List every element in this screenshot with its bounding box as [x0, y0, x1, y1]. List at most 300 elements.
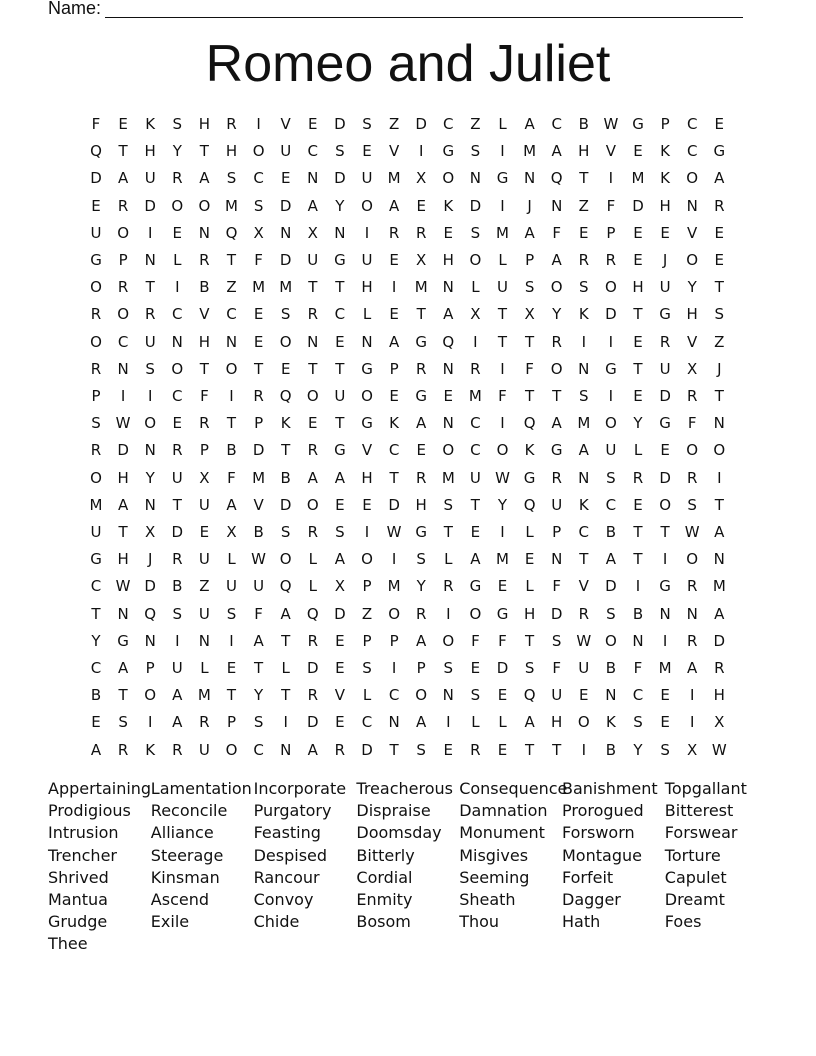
grid-letter[interactable]: A: [226, 495, 237, 514]
grid-letter[interactable]: M: [577, 414, 591, 433]
grid-letter[interactable]: R: [307, 523, 319, 541]
grid-letter[interactable]: R: [172, 740, 183, 759]
grid-letter[interactable]: I: [500, 142, 505, 161]
grid-letter[interactable]: O: [225, 359, 238, 378]
grid-letter[interactable]: M: [89, 495, 103, 514]
grid-letter[interactable]: I: [581, 740, 587, 759]
grid-letter[interactable]: Y: [91, 631, 101, 650]
grid-letter[interactable]: H: [117, 468, 129, 487]
grid-letter[interactable]: L: [200, 659, 209, 677]
grid-letter[interactable]: Z: [361, 604, 373, 623]
grid-letter[interactable]: P: [199, 441, 209, 460]
grid-letter[interactable]: M: [252, 278, 266, 297]
grid-letter[interactable]: X: [470, 305, 481, 324]
grid-letter[interactable]: T: [470, 495, 480, 514]
grid-letter[interactable]: O: [442, 631, 455, 650]
grid-letter[interactable]: T: [714, 278, 724, 297]
grid-letter[interactable]: E: [335, 332, 345, 351]
grid-letter[interactable]: E: [308, 414, 318, 433]
grid-letter[interactable]: T: [660, 523, 670, 541]
grid-letter[interactable]: C: [551, 115, 562, 133]
grid-letter[interactable]: K: [578, 305, 589, 324]
grid-letter[interactable]: H: [442, 251, 454, 269]
grid-letter[interactable]: R: [714, 659, 725, 677]
grid-letter[interactable]: C: [686, 115, 698, 133]
grid-letter[interactable]: H: [686, 305, 698, 324]
grid-letter[interactable]: Y: [633, 740, 643, 759]
grid-letter[interactable]: P: [660, 115, 670, 133]
grid-letter[interactable]: C: [388, 441, 400, 460]
grid-letter[interactable]: D: [171, 523, 184, 541]
grid-letter[interactable]: H: [659, 196, 671, 215]
grid-letter[interactable]: G: [334, 251, 346, 269]
grid-letter[interactable]: O: [90, 332, 102, 351]
grid-letter[interactable]: Y: [416, 577, 426, 596]
grid-letter[interactable]: S: [362, 115, 372, 133]
grid-letter[interactable]: Y: [254, 686, 264, 705]
grid-letter[interactable]: M: [712, 577, 726, 596]
grid-letter[interactable]: U: [253, 577, 265, 596]
grid-letter[interactable]: H: [361, 278, 373, 297]
grid-letter[interactable]: I: [364, 523, 370, 541]
grid-letter[interactable]: E: [253, 305, 264, 324]
grid-letter[interactable]: X: [226, 523, 237, 541]
grid-letter[interactable]: T: [552, 387, 562, 405]
grid-letter[interactable]: U: [198, 740, 210, 759]
grid-letter[interactable]: Y: [335, 196, 345, 215]
grid-letter[interactable]: I: [608, 332, 614, 351]
grid-letter[interactable]: D: [90, 169, 102, 188]
grid-letter[interactable]: R: [307, 441, 319, 460]
grid-letter[interactable]: G: [496, 169, 509, 188]
grid-letter[interactable]: E: [660, 686, 670, 705]
grid-letter[interactable]: M: [658, 659, 672, 677]
grid-letter[interactable]: P: [389, 359, 399, 378]
grid-letter[interactable]: A: [253, 631, 264, 650]
grid-letter[interactable]: B: [605, 523, 617, 541]
grid-letter[interactable]: N: [578, 359, 590, 378]
grid-letter[interactable]: V: [361, 441, 373, 460]
grid-letter[interactable]: R: [686, 631, 698, 650]
grid-letter[interactable]: E: [633, 495, 643, 514]
grid-letter[interactable]: N: [144, 251, 156, 269]
grid-letter[interactable]: E: [172, 414, 183, 433]
grid-letter[interactable]: N: [686, 196, 698, 215]
grid-letter[interactable]: A: [470, 550, 481, 569]
grid-letter[interactable]: C: [117, 332, 129, 351]
grid-letter[interactable]: N: [334, 223, 346, 242]
grid-letter[interactable]: E: [579, 686, 589, 705]
grid-letter[interactable]: Y: [633, 414, 643, 433]
grid-letter[interactable]: D: [334, 115, 346, 133]
grid-letter[interactable]: F: [498, 631, 507, 650]
grid-letter[interactable]: S: [280, 523, 291, 541]
grid-letter[interactable]: N: [117, 604, 129, 623]
grid-letter[interactable]: S: [172, 115, 183, 133]
grid-letter[interactable]: L: [227, 550, 236, 569]
grid-letter[interactable]: F: [200, 387, 209, 405]
grid-letter[interactable]: N: [198, 223, 210, 242]
grid-letter[interactable]: I: [391, 278, 397, 297]
grid-letter[interactable]: O: [604, 278, 617, 297]
grid-letter[interactable]: I: [689, 713, 695, 732]
grid-letter[interactable]: T: [281, 686, 291, 705]
grid-letter[interactable]: Q: [279, 577, 292, 596]
grid-letter[interactable]: D: [307, 659, 319, 677]
grid-letter[interactable]: T: [172, 495, 182, 514]
grid-letter[interactable]: R: [117, 740, 129, 759]
grid-letter[interactable]: E: [335, 631, 345, 650]
grid-letter[interactable]: S: [226, 604, 237, 623]
grid-letter[interactable]: E: [172, 223, 183, 242]
grid-letter[interactable]: L: [471, 713, 480, 732]
grid-letter[interactable]: L: [498, 713, 507, 732]
grid-letter[interactable]: O: [686, 550, 699, 569]
grid-letter[interactable]: U: [198, 604, 210, 623]
grid-letter[interactable]: N: [280, 740, 292, 759]
grid-letter[interactable]: R: [172, 550, 183, 569]
grid-letter[interactable]: E: [660, 713, 670, 732]
grid-letter[interactable]: R: [199, 251, 210, 269]
grid-letter[interactable]: G: [632, 115, 644, 133]
grid-letter[interactable]: K: [605, 713, 616, 732]
grid-letter[interactable]: D: [144, 577, 156, 596]
grid-letter[interactable]: P: [416, 659, 426, 677]
grid-letter[interactable]: F: [471, 631, 480, 650]
grid-letter[interactable]: R: [686, 387, 698, 405]
grid-letter[interactable]: T: [254, 659, 264, 677]
grid-letter[interactable]: H: [578, 142, 590, 161]
grid-letter[interactable]: S: [470, 686, 481, 705]
grid-letter[interactable]: E: [660, 223, 670, 242]
grid-letter[interactable]: S: [606, 468, 616, 487]
grid-letter[interactable]: O: [713, 441, 726, 460]
grid-letter[interactable]: B: [253, 523, 264, 541]
grid-letter[interactable]: E: [714, 115, 725, 133]
grid-letter[interactable]: E: [389, 387, 399, 405]
grid-letter[interactable]: D: [632, 196, 644, 215]
grid-letter[interactable]: A: [388, 332, 400, 351]
grid-letter[interactable]: G: [659, 577, 671, 596]
grid-letter[interactable]: E: [443, 387, 454, 405]
grid-letter[interactable]: O: [686, 251, 699, 269]
grid-letter[interactable]: M: [631, 169, 645, 188]
grid-letter[interactable]: A: [714, 169, 725, 188]
grid-letter[interactable]: C: [686, 142, 698, 161]
grid-letter[interactable]: I: [364, 223, 370, 242]
grid-letter[interactable]: H: [632, 278, 644, 297]
grid-letter[interactable]: D: [605, 305, 617, 324]
grid-letter[interactable]: Q: [550, 169, 563, 188]
grid-letter[interactable]: C: [172, 305, 183, 324]
grid-letter[interactable]: H: [198, 332, 211, 351]
grid-letter[interactable]: B: [172, 577, 183, 596]
grid-letter[interactable]: I: [283, 713, 288, 732]
grid-letter[interactable]: I: [500, 359, 505, 378]
grid-letter[interactable]: R: [415, 359, 427, 378]
grid-letter[interactable]: T: [335, 278, 345, 297]
grid-letter[interactable]: R: [578, 251, 590, 269]
grid-letter[interactable]: T: [497, 332, 508, 351]
grid-letter[interactable]: T: [91, 604, 101, 623]
grid-letter[interactable]: R: [307, 305, 319, 324]
grid-letter[interactable]: S: [443, 495, 454, 514]
grid-letter[interactable]: H: [117, 550, 129, 569]
grid-letter[interactable]: B: [199, 278, 210, 297]
grid-letter[interactable]: E: [308, 115, 318, 133]
grid-letter[interactable]: U: [280, 142, 292, 161]
grid-letter[interactable]: A: [307, 740, 318, 759]
grid-letter[interactable]: B: [280, 468, 291, 487]
grid-letter[interactable]: G: [117, 631, 129, 650]
grid-letter[interactable]: C: [90, 659, 102, 677]
grid-letter[interactable]: D: [469, 196, 482, 215]
grid-letter[interactable]: R: [415, 604, 427, 623]
grid-letter[interactable]: T: [199, 359, 209, 378]
grid-letter[interactable]: T: [254, 359, 264, 378]
grid-letter[interactable]: L: [308, 577, 317, 596]
grid-letter[interactable]: R: [199, 713, 210, 732]
grid-letter[interactable]: N: [442, 686, 454, 705]
grid-letter[interactable]: A: [172, 713, 183, 732]
grid-letter[interactable]: G: [415, 523, 427, 541]
grid-letter[interactable]: A: [687, 659, 698, 677]
grid-letter[interactable]: A: [117, 169, 129, 188]
grid-letter[interactable]: P: [118, 251, 128, 269]
grid-letter[interactable]: X: [687, 740, 698, 759]
grid-letter[interactable]: N: [632, 631, 644, 650]
grid-letter[interactable]: A: [524, 713, 535, 732]
grid-letter[interactable]: D: [605, 577, 617, 596]
grid-letter[interactable]: V: [280, 115, 291, 133]
grid-letter[interactable]: Z: [226, 278, 237, 297]
grid-letter[interactable]: D: [117, 441, 129, 460]
grid-letter[interactable]: S: [280, 305, 291, 324]
grid-letter[interactable]: S: [524, 659, 535, 677]
grid-letter[interactable]: N: [225, 332, 238, 351]
grid-letter[interactable]: D: [713, 631, 726, 650]
grid-letter[interactable]: N: [388, 713, 400, 732]
grid-letter[interactable]: I: [446, 604, 451, 623]
grid-letter[interactable]: L: [362, 686, 372, 705]
grid-letter[interactable]: T: [525, 332, 535, 351]
grid-letter[interactable]: O: [252, 142, 265, 161]
grid-letter[interactable]: I: [608, 169, 614, 188]
grid-letter[interactable]: Q: [90, 142, 102, 161]
grid-letter[interactable]: P: [525, 251, 535, 269]
grid-letter[interactable]: S: [118, 713, 128, 732]
grid-letter[interactable]: N: [551, 196, 563, 215]
grid-letter[interactable]: N: [551, 550, 563, 569]
grid-letter[interactable]: O: [496, 441, 509, 460]
grid-letter[interactable]: Z: [578, 196, 589, 215]
grid-letter[interactable]: X: [145, 523, 156, 541]
grid-letter[interactable]: F: [633, 659, 643, 677]
grid-letter[interactable]: O: [469, 251, 482, 269]
grid-letter[interactable]: I: [229, 387, 234, 405]
grid-letter[interactable]: R: [551, 332, 562, 351]
grid-letter[interactable]: K: [280, 414, 291, 433]
grid-letter[interactable]: A: [199, 169, 210, 188]
grid-letter[interactable]: P: [362, 631, 372, 650]
grid-letter[interactable]: X: [307, 223, 318, 242]
grid-letter[interactable]: V: [253, 495, 264, 514]
grid-letter[interactable]: L: [308, 550, 317, 569]
grid-letter[interactable]: Y: [145, 468, 155, 487]
grid-letter[interactable]: T: [525, 740, 535, 759]
grid-letter[interactable]: N: [523, 169, 536, 188]
grid-letter[interactable]: C: [226, 305, 237, 324]
grid-letter[interactable]: W: [115, 577, 131, 596]
grid-letter[interactable]: S: [606, 604, 616, 623]
grid-letter[interactable]: A: [117, 659, 129, 677]
grid-letter[interactable]: C: [470, 414, 481, 433]
grid-letter[interactable]: O: [686, 441, 699, 460]
grid-letter[interactable]: N: [578, 468, 590, 487]
grid-letter[interactable]: F: [606, 196, 616, 215]
grid-letter[interactable]: Z: [388, 115, 400, 133]
grid-letter[interactable]: E: [660, 441, 670, 460]
grid-letter[interactable]: A: [551, 142, 562, 161]
grid-letter[interactable]: T: [389, 468, 399, 487]
grid-letter[interactable]: D: [334, 169, 346, 188]
grid-letter[interactable]: T: [497, 305, 508, 324]
grid-letter[interactable]: S: [633, 713, 643, 732]
grid-letter[interactable]: O: [144, 414, 157, 433]
grid-letter[interactable]: F: [254, 604, 263, 623]
grid-letter[interactable]: O: [442, 441, 455, 460]
grid-letter[interactable]: G: [442, 142, 455, 161]
grid-letter[interactable]: O: [550, 278, 563, 297]
grid-letter[interactable]: S: [362, 659, 372, 677]
grid-letter[interactable]: S: [253, 713, 264, 732]
grid-letter[interactable]: K: [389, 414, 400, 433]
grid-letter[interactable]: E: [524, 550, 535, 569]
grid-letter[interactable]: J: [662, 251, 668, 269]
grid-letter[interactable]: H: [551, 713, 563, 732]
grid-letter[interactable]: I: [689, 686, 695, 705]
grid-letter[interactable]: P: [552, 523, 562, 541]
grid-letter[interactable]: N: [307, 169, 319, 188]
grid-letter[interactable]: G: [550, 441, 563, 460]
grid-letter[interactable]: A: [714, 523, 725, 541]
grid-letter[interactable]: N: [442, 359, 454, 378]
grid-letter[interactable]: B: [632, 604, 644, 623]
grid-letter[interactable]: E: [389, 251, 399, 269]
grid-letter[interactable]: H: [144, 142, 156, 161]
grid-letter[interactable]: R: [388, 223, 400, 242]
grid-letter[interactable]: S: [416, 550, 426, 569]
grid-letter[interactable]: U: [551, 686, 563, 705]
grid-letter[interactable]: I: [147, 713, 153, 732]
grid-letter[interactable]: M: [496, 223, 509, 242]
grid-letter[interactable]: S: [172, 604, 183, 623]
grid-letter[interactable]: U: [144, 332, 156, 351]
grid-letter[interactable]: R: [199, 414, 210, 433]
grid-letter[interactable]: T: [525, 631, 535, 650]
grid-letter[interactable]: A: [334, 468, 346, 487]
grid-letter[interactable]: G: [90, 550, 102, 569]
grid-letter[interactable]: W: [603, 115, 619, 133]
grid-letter[interactable]: D: [279, 196, 292, 215]
grid-letter[interactable]: E: [633, 142, 643, 161]
grid-letter[interactable]: N: [442, 414, 454, 433]
grid-letter[interactable]: L: [633, 441, 643, 460]
grid-letter[interactable]: R: [470, 740, 481, 759]
grid-letter[interactable]: F: [552, 223, 561, 242]
grid-letter[interactable]: R: [307, 686, 319, 705]
grid-letter[interactable]: M: [197, 686, 211, 705]
grid-letter[interactable]: M: [496, 550, 509, 569]
grid-letter[interactable]: E: [579, 223, 589, 242]
grid-letter[interactable]: E: [497, 740, 508, 759]
grid-letter[interactable]: W: [576, 631, 592, 650]
grid-letter[interactable]: H: [523, 604, 536, 623]
grid-letter[interactable]: C: [361, 713, 373, 732]
grid-letter[interactable]: I: [500, 523, 505, 541]
grid-letter[interactable]: F: [552, 577, 561, 596]
grid-letter[interactable]: P: [254, 414, 264, 433]
grid-letter[interactable]: R: [90, 305, 102, 324]
grid-letter[interactable]: G: [90, 251, 102, 269]
grid-letter[interactable]: A: [714, 604, 725, 623]
grid-letter[interactable]: H: [198, 115, 211, 133]
grid-letter[interactable]: T: [308, 359, 318, 378]
grid-letter[interactable]: Y: [552, 305, 562, 324]
grid-letter[interactable]: O: [225, 740, 238, 759]
grid-letter[interactable]: R: [307, 631, 319, 650]
grid-letter[interactable]: X: [334, 577, 346, 596]
grid-letter[interactable]: T: [633, 523, 643, 541]
grid-letter[interactable]: O: [117, 223, 129, 242]
grid-letter[interactable]: U: [171, 659, 183, 677]
grid-letter[interactable]: I: [229, 631, 234, 650]
grid-letter[interactable]: G: [361, 414, 373, 433]
grid-letter[interactable]: R: [443, 577, 454, 596]
grid-letter[interactable]: S: [91, 414, 101, 433]
grid-letter[interactable]: G: [361, 359, 373, 378]
grid-letter[interactable]: S: [226, 169, 237, 188]
grid-letter[interactable]: E: [226, 659, 237, 677]
grid-letter[interactable]: Q: [523, 686, 536, 705]
grid-letter[interactable]: S: [579, 387, 589, 405]
grid-letter[interactable]: A: [172, 686, 183, 705]
grid-letter[interactable]: H: [225, 142, 238, 161]
grid-letter[interactable]: E: [633, 332, 643, 351]
grid-letter[interactable]: O: [469, 604, 482, 623]
grid-letter[interactable]: D: [415, 115, 427, 133]
grid-letter[interactable]: G: [523, 468, 536, 487]
grid-letter[interactable]: B: [578, 115, 589, 133]
grid-letter[interactable]: K: [660, 169, 671, 188]
grid-letter[interactable]: R: [117, 278, 129, 297]
grid-letter[interactable]: D: [334, 604, 346, 623]
grid-letter[interactable]: A: [416, 713, 427, 732]
grid-letter[interactable]: F: [687, 414, 697, 433]
grid-letter[interactable]: K: [660, 142, 671, 161]
grid-letter[interactable]: R: [470, 359, 481, 378]
grid-letter[interactable]: S: [335, 142, 345, 161]
grid-letter[interactable]: D: [388, 495, 400, 514]
grid-letter[interactable]: L: [173, 251, 182, 269]
grid-letter[interactable]: E: [91, 713, 101, 732]
grid-letter[interactable]: M: [523, 142, 537, 161]
grid-letter[interactable]: Z: [714, 332, 725, 351]
grid-letter[interactable]: O: [550, 359, 563, 378]
grid-letter[interactable]: L: [525, 523, 534, 541]
grid-letter[interactable]: Q: [442, 332, 455, 351]
grid-letter[interactable]: U: [361, 251, 373, 269]
